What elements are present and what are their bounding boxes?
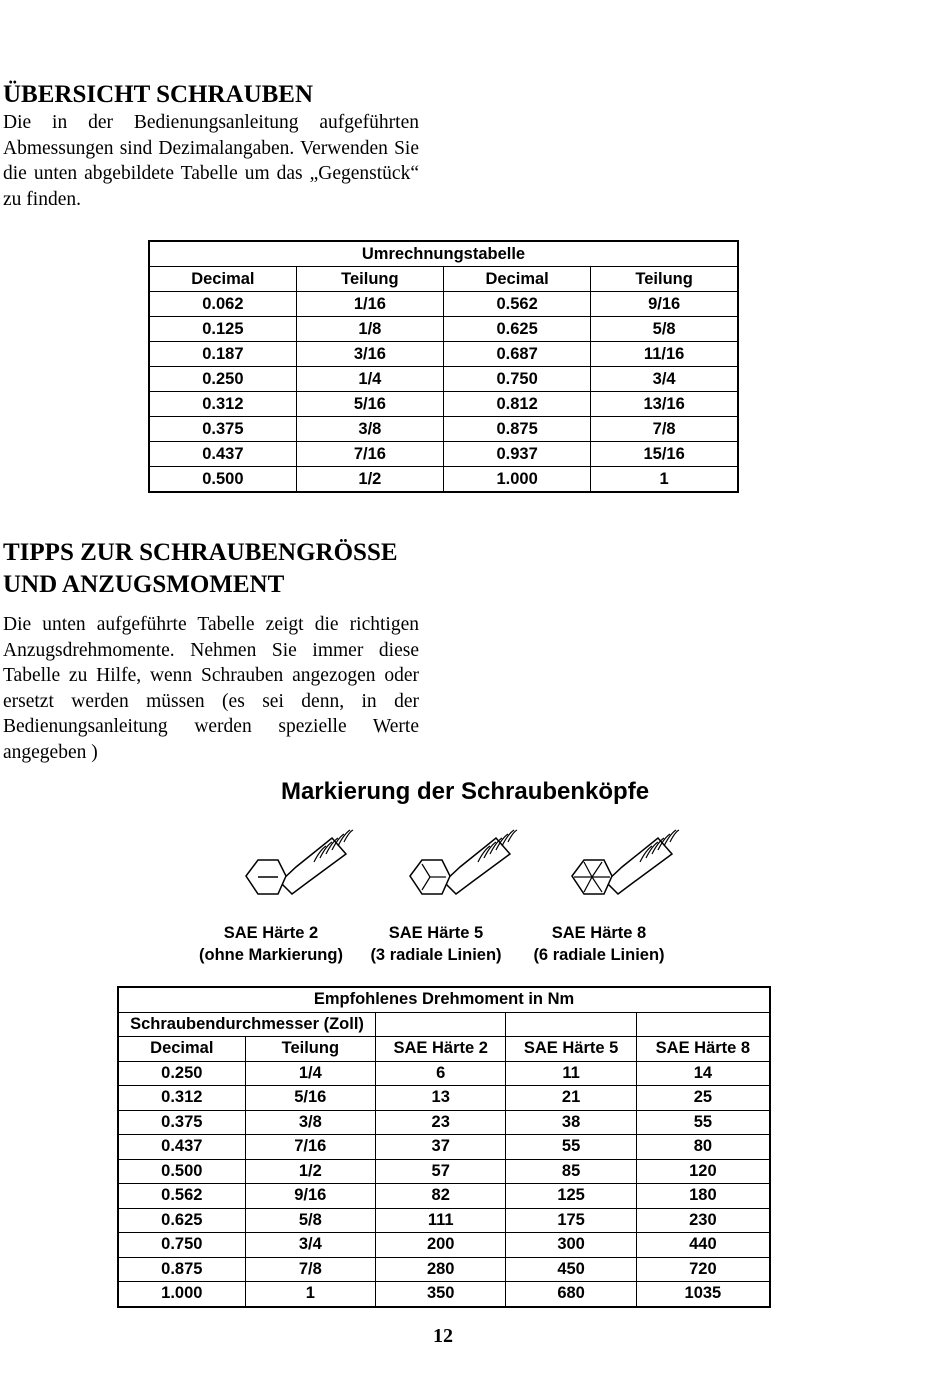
conversion-header: Decimal bbox=[444, 267, 591, 292]
torque-header: SAE Härte 2 bbox=[376, 1037, 506, 1062]
torque-header: Teilung bbox=[245, 1037, 375, 1062]
table-cell: 7/16 bbox=[296, 442, 443, 467]
table-cell: 450 bbox=[506, 1257, 636, 1282]
table-cell: 11 bbox=[506, 1061, 636, 1086]
conversion-row bbox=[149, 292, 738, 317]
conversion-row bbox=[149, 342, 738, 367]
table-cell: 11/16 bbox=[591, 342, 738, 367]
torque-row bbox=[118, 1135, 770, 1160]
table-cell: 13 bbox=[376, 1086, 506, 1111]
table-cell: 720 bbox=[636, 1257, 770, 1282]
table-cell: 9/16 bbox=[591, 292, 738, 317]
table-cell: 3/16 bbox=[296, 342, 443, 367]
empty-cell bbox=[506, 1012, 636, 1037]
table-cell: 55 bbox=[506, 1135, 636, 1160]
torque-header: Decimal bbox=[118, 1037, 245, 1062]
conversion-header: Teilung bbox=[296, 267, 443, 292]
table-cell: 0.625 bbox=[444, 317, 591, 342]
bolt-note: (3 radiale Linien) bbox=[370, 946, 502, 964]
bolt-note: (ohne Markierung) bbox=[199, 946, 343, 964]
table-cell: 0.312 bbox=[149, 392, 296, 417]
table-cell: 0.812 bbox=[444, 392, 591, 417]
table-cell: 0.687 bbox=[444, 342, 591, 367]
conversion-row bbox=[149, 392, 738, 417]
table-cell: 1/16 bbox=[296, 292, 443, 317]
table-cell: 0.437 bbox=[118, 1135, 245, 1160]
table-cell: 0.562 bbox=[118, 1184, 245, 1209]
table-cell: 0.312 bbox=[118, 1086, 245, 1111]
table-cell: 0.625 bbox=[118, 1208, 245, 1233]
table-cell: 0.500 bbox=[118, 1159, 245, 1184]
table-cell: 5/16 bbox=[296, 392, 443, 417]
table-cell: 440 bbox=[636, 1233, 770, 1258]
table-cell: 0.437 bbox=[149, 442, 296, 467]
torque-table bbox=[117, 986, 771, 1308]
table-cell: 125 bbox=[506, 1184, 636, 1209]
table-cell: 0.375 bbox=[118, 1110, 245, 1135]
table-cell: 14 bbox=[636, 1061, 770, 1086]
table-cell: 23 bbox=[376, 1110, 506, 1135]
conversion-header: Decimal bbox=[149, 267, 296, 292]
empty-cell bbox=[636, 1012, 770, 1037]
table-cell: 680 bbox=[506, 1282, 636, 1307]
table-cell: 21 bbox=[506, 1086, 636, 1111]
table-cell: 85 bbox=[506, 1159, 636, 1184]
table-cell: 0.875 bbox=[118, 1257, 245, 1282]
table-cell: 5/8 bbox=[591, 317, 738, 342]
torque-row bbox=[118, 1061, 770, 1086]
table-cell: 5/16 bbox=[245, 1086, 375, 1111]
table-cell: 1035 bbox=[636, 1282, 770, 1307]
table-cell: 0.250 bbox=[149, 367, 296, 392]
table-cell: 3/8 bbox=[296, 417, 443, 442]
conversion-table-title: Umrechnungstabelle bbox=[149, 241, 738, 267]
bolt-grade5-icon bbox=[400, 820, 530, 910]
section-title-tipps bbox=[3, 537, 398, 601]
table-cell: 25 bbox=[636, 1086, 770, 1111]
table-cell: 350 bbox=[376, 1282, 506, 1307]
table-cell: 230 bbox=[636, 1208, 770, 1233]
table-cell: 0.250 bbox=[118, 1061, 245, 1086]
table-cell: 0.750 bbox=[444, 367, 591, 392]
table-cell: 0.062 bbox=[149, 292, 296, 317]
table-cell: 13/16 bbox=[591, 392, 738, 417]
table-cell: 175 bbox=[506, 1208, 636, 1233]
table-cell: 7/16 bbox=[245, 1135, 375, 1160]
table-cell: 1 bbox=[245, 1282, 375, 1307]
torque-row bbox=[118, 1086, 770, 1111]
table-cell: 280 bbox=[376, 1257, 506, 1282]
torque-row bbox=[118, 1282, 770, 1307]
table-cell: 9/16 bbox=[245, 1184, 375, 1209]
table-cell: 111 bbox=[376, 1208, 506, 1233]
torque-row bbox=[118, 1257, 770, 1282]
table-cell: 1/4 bbox=[245, 1061, 375, 1086]
page-number: 12 bbox=[433, 1325, 453, 1347]
bolt-marking-title: Markierung der Schraubenköpfe bbox=[280, 778, 650, 805]
table-cell: 1/2 bbox=[245, 1159, 375, 1184]
table-cell: 80 bbox=[636, 1135, 770, 1160]
table-cell: 7/8 bbox=[245, 1257, 375, 1282]
section-tipps-text: Die unten aufgeführte Tabelle zeigt die richtigen Anzugsdrehmomente. Nehmen Sie immer diese Tabelle zu Hilfe, wenn Schrauben angezogen oder ersetzt werden müssen (es sei denn, in der Bedienungsanleitung werden spezielle Werte angegeben ) bbox=[3, 614, 419, 763]
table-cell: 180 bbox=[636, 1184, 770, 1209]
table-cell: 0.875 bbox=[444, 417, 591, 442]
table-cell: 82 bbox=[376, 1184, 506, 1209]
conversion-row bbox=[149, 467, 738, 493]
table-cell: 0.937 bbox=[444, 442, 591, 467]
table-cell: 0.500 bbox=[149, 467, 296, 493]
table-cell: 200 bbox=[376, 1233, 506, 1258]
table-cell: 5/8 bbox=[245, 1208, 375, 1233]
torque-row bbox=[118, 1159, 770, 1184]
section-title-line: UND ANZUGSMOMENT bbox=[3, 571, 285, 598]
table-cell: 1/2 bbox=[296, 467, 443, 493]
section-title-schrauben: ÜBERSICHT SCHRAUBEN bbox=[3, 81, 314, 108]
table-cell: 7/8 bbox=[591, 417, 738, 442]
empty-cell bbox=[376, 1012, 506, 1037]
bolt-grade: SAE Härte 5 bbox=[388, 924, 484, 942]
conversion-table bbox=[148, 240, 739, 493]
table-cell: 120 bbox=[636, 1159, 770, 1184]
table-cell: 6 bbox=[376, 1061, 506, 1086]
torque-row bbox=[118, 1233, 770, 1258]
conversion-header: Teilung bbox=[591, 267, 738, 292]
table-cell: 3/4 bbox=[591, 367, 738, 392]
table-cell: 3/8 bbox=[245, 1110, 375, 1135]
bolt-grade8-icon bbox=[562, 820, 692, 910]
bolt-grade: SAE Härte 8 bbox=[551, 924, 647, 942]
torque-header: SAE Härte 8 bbox=[636, 1037, 770, 1062]
table-cell: 0.375 bbox=[149, 417, 296, 442]
conversion-row bbox=[149, 442, 738, 467]
table-cell: 0.187 bbox=[149, 342, 296, 367]
conversion-row bbox=[149, 317, 738, 342]
torque-row bbox=[118, 1110, 770, 1135]
table-cell: 1.000 bbox=[118, 1282, 245, 1307]
table-cell: 1 bbox=[591, 467, 738, 493]
bolt-grade: SAE Härte 2 bbox=[223, 924, 319, 942]
table-cell: 57 bbox=[376, 1159, 506, 1184]
conversion-row bbox=[149, 417, 738, 442]
conversion-row bbox=[149, 367, 738, 392]
table-cell: 1/4 bbox=[296, 367, 443, 392]
torque-header: SAE Härte 5 bbox=[506, 1037, 636, 1062]
diameter-header: Schraubendurchmesser (Zoll) bbox=[118, 1012, 376, 1037]
table-cell: 0.750 bbox=[118, 1233, 245, 1258]
torque-row bbox=[118, 1184, 770, 1209]
section-title-line: TIPPS ZUR SCHRAUBENGRÖSSE bbox=[3, 539, 398, 566]
bolt-grade2-icon bbox=[236, 820, 366, 910]
table-cell: 300 bbox=[506, 1233, 636, 1258]
table-cell: 55 bbox=[636, 1110, 770, 1135]
torque-row bbox=[118, 1208, 770, 1233]
table-cell: 0.562 bbox=[444, 292, 591, 317]
table-cell: 0.125 bbox=[149, 317, 296, 342]
table-cell: 1.000 bbox=[444, 467, 591, 493]
torque-table-title: Empfohlenes Drehmoment in Nm bbox=[118, 987, 770, 1012]
bolt-label-grade8 bbox=[499, 922, 699, 966]
table-cell: 3/4 bbox=[245, 1233, 375, 1258]
section-intro-text: Die in der Bedienungsanleitung aufgeführten Abmessungen sind Dezimalangaben. Verwenden Sie die unten abgebildete Tabelle um das „Gegenstück“ zu finden. bbox=[3, 112, 419, 210]
table-cell: 1/8 bbox=[296, 317, 443, 342]
bolt-note: (6 radiale Linien) bbox=[533, 946, 665, 964]
table-cell: 38 bbox=[506, 1110, 636, 1135]
table-cell: 15/16 bbox=[591, 442, 738, 467]
table-cell: 37 bbox=[376, 1135, 506, 1160]
